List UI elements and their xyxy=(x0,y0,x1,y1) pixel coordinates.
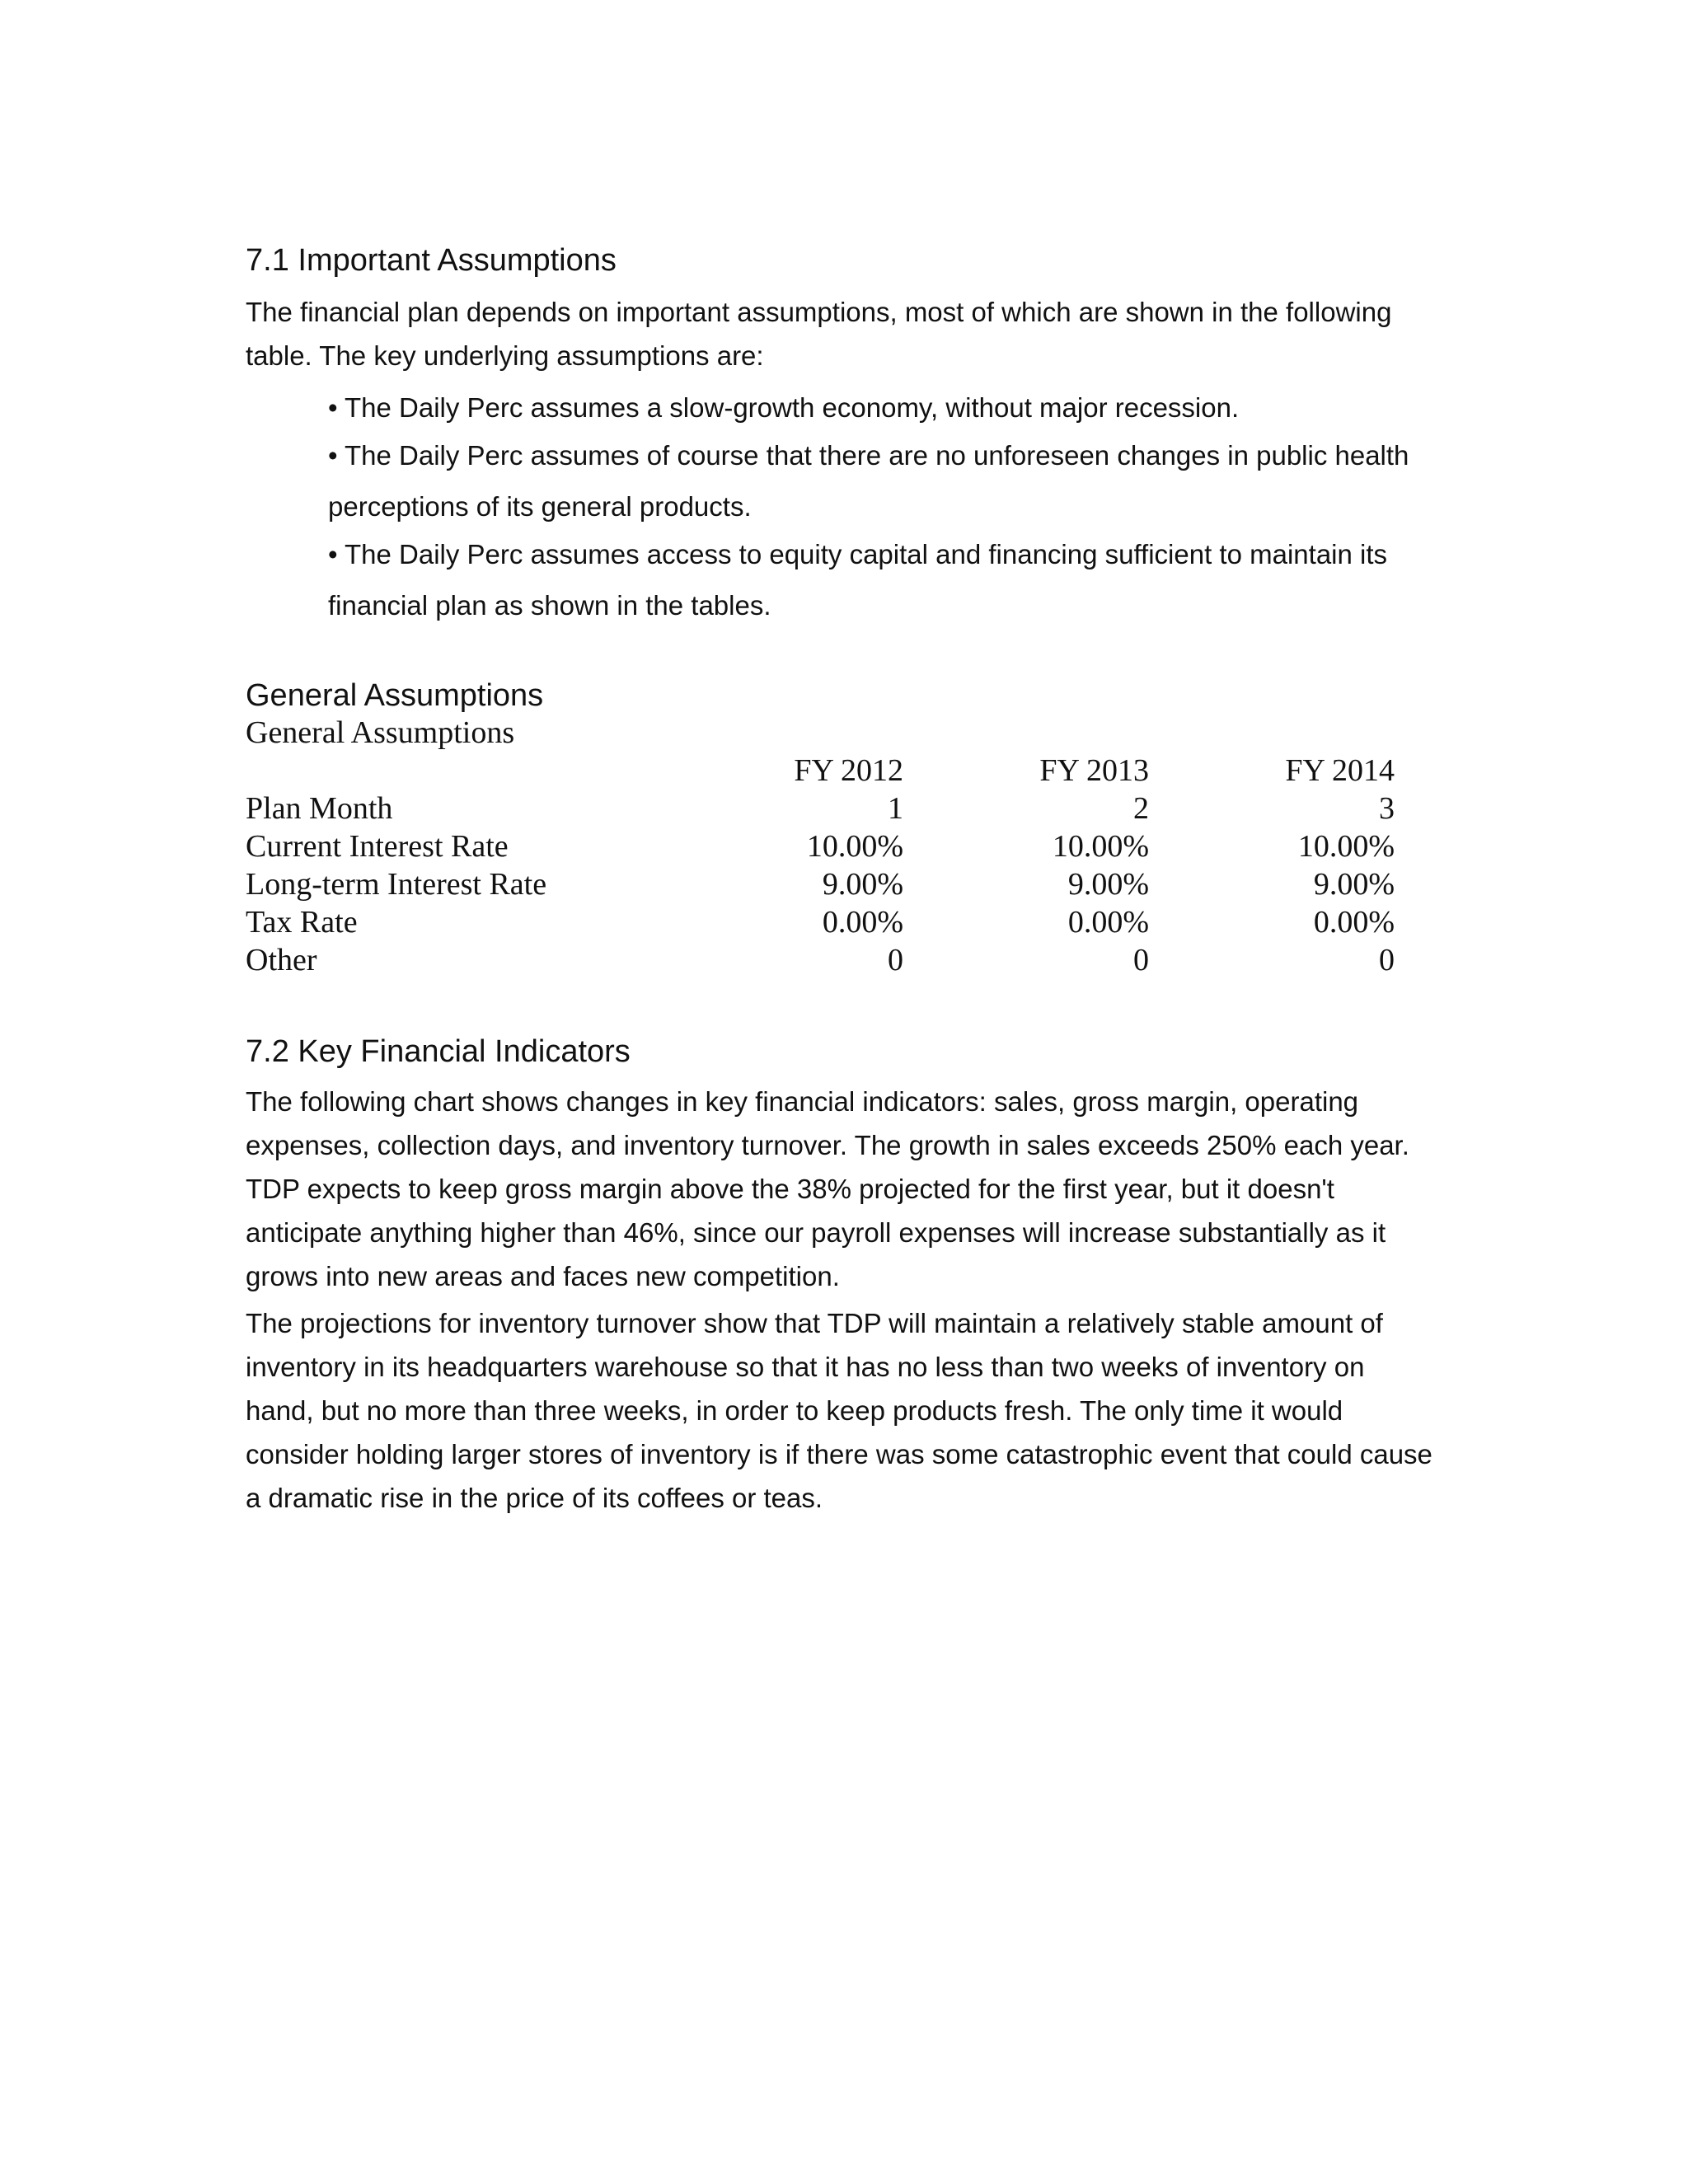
table-row xyxy=(246,827,1395,865)
section-title-key-financial-indicators: 7.2 Key Financial Indicators xyxy=(246,1034,631,1069)
table-cell: 2 xyxy=(1133,791,1149,826)
row-label: Current Interest Rate xyxy=(246,829,509,864)
row-label: Plan Month xyxy=(246,791,393,826)
table-cell: 10.00% xyxy=(806,829,903,864)
indicators-paragraph-1: The following chart shows changes in key financial indicators: sales, gross margin, operating expenses, collection days, and inventory turnover. The growth in sales exceeds 250% each year. TDP expects to keep gross margin above the 38% projected for the first year, but it doesn't anticipate anything higher than 46%, since our payroll expenses will increase substantially as it grows into new areas and faces new competition. xyxy=(246,1086,1409,1291)
table-cell: 9.00% xyxy=(1067,867,1149,902)
assumptions-intro: The financial plan depends on important assumptions, most of which are shown in the following table. The key underlying assumptions are: xyxy=(246,297,1392,371)
general-assumptions-table-title: General Assumptions xyxy=(246,715,515,750)
general-assumptions-heading: General Assumptions xyxy=(246,678,544,713)
row-label: Other xyxy=(246,943,317,977)
general-assumptions-table xyxy=(246,752,1395,979)
bullet-text: The Daily Perc assumes access to equity capital and financing sufficient to maintain its financial plan as shown in the tables. xyxy=(328,539,1388,621)
document-page xyxy=(246,239,1432,1520)
table-row xyxy=(246,941,1395,979)
table-cell: 0.00% xyxy=(1067,905,1149,940)
table-cell: 10.00% xyxy=(1297,829,1395,864)
table-cell: 10.00% xyxy=(1052,829,1149,864)
table-header-row xyxy=(246,752,1395,790)
table-cell: 9.00% xyxy=(822,867,903,902)
bullet-icon: • xyxy=(328,539,338,569)
table-header-blank xyxy=(246,752,658,790)
column-header: FY 2012 xyxy=(794,753,903,788)
table-row xyxy=(246,903,1395,941)
section-title-important-assumptions: 7.1 Important Assumptions xyxy=(246,243,617,278)
table-cell: 0 xyxy=(1379,943,1395,977)
bullet-item xyxy=(328,382,1432,434)
bullet-text: The Daily Perc assumes of course that there are no unforeseen changes in public health perceptions of its general products. xyxy=(328,440,1409,522)
table-row xyxy=(246,865,1395,903)
column-header: FY 2014 xyxy=(1285,753,1395,788)
table-cell: 0.00% xyxy=(822,905,903,940)
bullet-icon: • xyxy=(328,440,338,471)
assumptions-bullet-list xyxy=(246,382,1432,631)
indicators-paragraph-2: The projections for inventory turnover show that TDP will maintain a relatively stable amount of inventory in its headquarters warehouse so that it has no less than two weeks of inventory on hand, but no more than three weeks, in order to keep products fresh. The only time it would consider holding larger stores of inventory is if there was some catastrophic event that could cause a dramatic rise in the price of its coffees or teas. xyxy=(246,1308,1432,1513)
row-label: Tax Rate xyxy=(246,905,358,940)
table-cell: 0.00% xyxy=(1313,905,1395,940)
bullet-item xyxy=(328,529,1432,631)
column-header: FY 2013 xyxy=(1039,753,1149,788)
row-label: Long-term Interest Rate xyxy=(246,867,547,902)
table-cell: 0 xyxy=(888,943,903,977)
table-cell: 9.00% xyxy=(1313,867,1395,902)
table-cell: 1 xyxy=(888,791,903,826)
bullet-icon: • xyxy=(328,392,338,423)
table-cell: 3 xyxy=(1379,791,1395,826)
table-cell: 0 xyxy=(1133,943,1149,977)
bullet-item xyxy=(328,430,1432,532)
bullet-text: The Daily Perc assumes a slow-growth economy, without major recession. xyxy=(345,392,1240,423)
table-row xyxy=(246,790,1395,827)
